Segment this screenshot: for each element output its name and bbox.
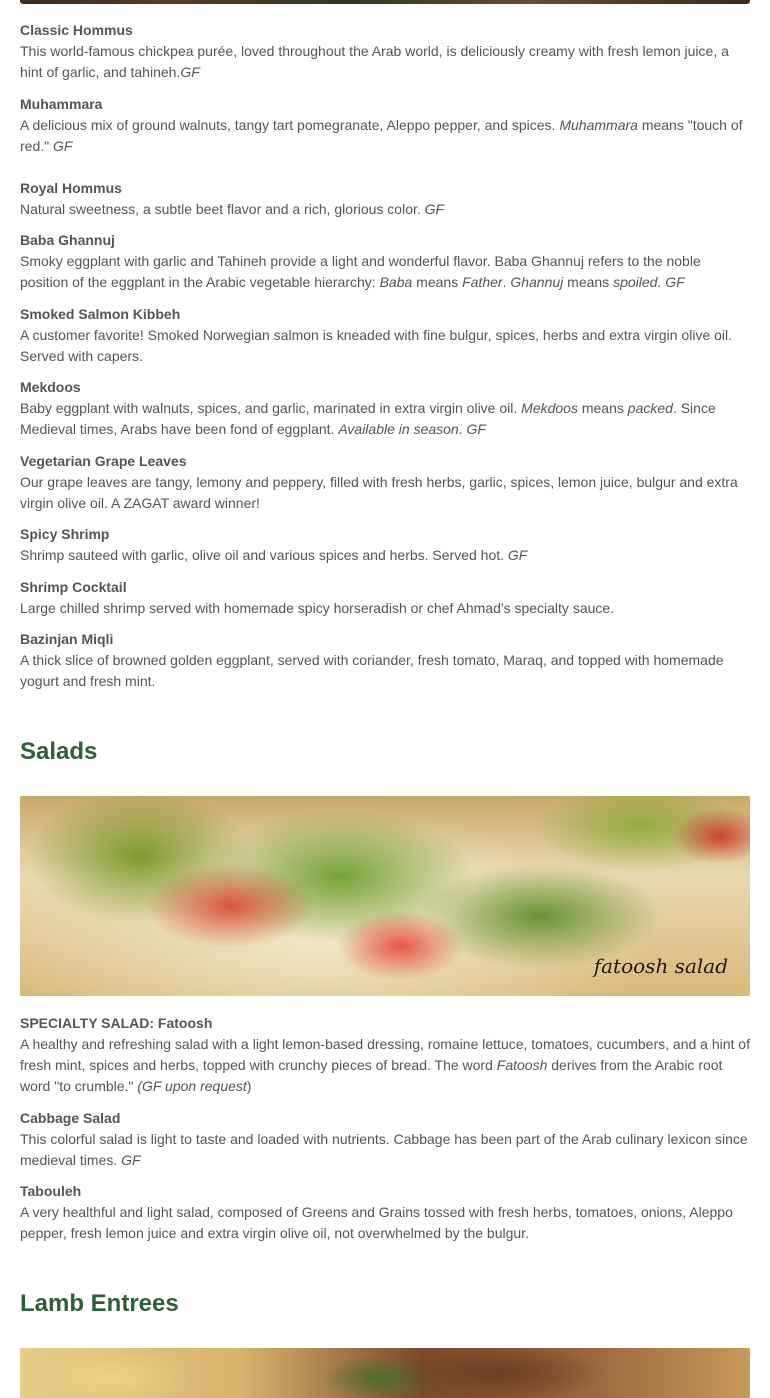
menu-item-cabbage-salad xyxy=(20,1108,750,1171)
description-text: Large chilled shrimp served with homemade spicy horseradish or chef Ahmad's specialty sauce. xyxy=(20,600,615,616)
menu-item-vegetarian-grape-leaves xyxy=(20,451,750,514)
menu-item-description xyxy=(20,325,750,367)
description-text: means xyxy=(412,274,463,290)
description-italic-text: GF xyxy=(180,64,200,80)
menu-item-title: Baba Ghannuj xyxy=(20,232,115,248)
menu-item-specialty-salad-fatoosh xyxy=(20,1013,750,1097)
menu-item-baba-ghannuj xyxy=(20,230,750,293)
menu-item-mekdoos xyxy=(20,377,750,440)
description-text: means "touch of red." xyxy=(20,117,743,154)
menu-item-classic-hommus xyxy=(20,20,750,83)
appetizers-photo xyxy=(20,0,750,4)
menu-item-title: Spicy Shrimp xyxy=(20,526,110,542)
description-text: A thick slice of browned golden eggplant, served with coriander, fresh tomato, Maraq, and topped with homemade yogurt and fresh mint. xyxy=(20,652,724,689)
menu-item-bazinjan-miqli xyxy=(20,629,750,692)
menu-item-tabouleh xyxy=(20,1181,750,1244)
description-italic-text: spoiled. GF xyxy=(613,274,685,290)
description-italic-text: Mekdoos xyxy=(521,400,578,416)
description-italic-text: Fatoosh xyxy=(496,1057,548,1073)
description-text: means xyxy=(577,400,628,416)
menu-page xyxy=(20,0,750,1317)
description-italic-text: Baba xyxy=(379,274,413,290)
menu-item-title: Cabbage Salad xyxy=(20,1110,121,1126)
menu-item-title: Bazinjan Miqli xyxy=(20,631,114,647)
description-italic-text: Father xyxy=(462,274,503,290)
description-text: This colorful salad is light to taste and loaded with nutrients. Cabbage has been part of the Arab culinary lexicon since medieval times. xyxy=(20,1131,748,1168)
menu-item-title: SPECIALTY SALAD: Fatoosh xyxy=(20,1015,213,1031)
menu-item-muhammara xyxy=(20,94,750,157)
description-text: A customer favorite! Smoked Norwegian salmon is kneaded with fine bulgur, spices, herbs and extra virgin olive oil. Served with capers. xyxy=(20,327,733,364)
description-text: A delicious mix of ground walnuts, tangy tart pomegranate, Aleppo pepper, and spices. xyxy=(20,117,560,133)
menu-item-royal-hommus xyxy=(20,178,750,220)
description-italic-text: Muhammara xyxy=(559,117,638,133)
menu-item-title: Royal Hommus xyxy=(20,180,122,196)
menu-item-title: Mekdoos xyxy=(20,379,81,395)
menu-item-title: Vegetarian Grape Leaves xyxy=(20,453,187,469)
menu-item-smoked-salmon-kibbeh xyxy=(20,304,750,367)
photo-caption: fatoosh salad xyxy=(593,954,728,978)
description-italic-text: GF xyxy=(52,138,73,154)
description-italic-text: GF xyxy=(507,547,528,563)
menu-item-description xyxy=(20,598,750,619)
description-text: means xyxy=(563,274,614,290)
description-text: Baby eggplant with walnuts, spices, and garlic, marinated in extra virgin olive oil. xyxy=(20,400,522,416)
menu-item-title: Smoked Salmon Kibbeh xyxy=(20,306,181,322)
description-italic-text: packed xyxy=(627,400,673,416)
description-text: derives from the Arabic root word "to crumble." xyxy=(20,1057,723,1094)
description-text: Our grape leaves are tangy, lemony and peppery, filled with fresh herbs, garlic, spices, lemon juice, bulgur and extra virgin olive oil. A ZAGAT award winner! xyxy=(20,474,738,511)
menu-item-description xyxy=(20,1129,750,1171)
description-text: A healthy and refreshing salad with a light lemon-based dressing, romaine lettuce, tomatoes, cucumbers, and a hint of fresh mint, spices and herbs, topped with crunchy pieces of bread. The word xyxy=(20,1036,750,1073)
menu-item-title: Tabouleh xyxy=(20,1183,82,1199)
menu-item-spicy-shrimp xyxy=(20,524,750,566)
lamb-entrees-photo xyxy=(20,1348,750,1398)
menu-item-description xyxy=(20,1202,750,1244)
menu-item-description xyxy=(20,472,750,514)
menu-item-description xyxy=(20,1034,750,1097)
salads-heading: Salads xyxy=(20,738,98,765)
description-text: This world-famous chickpea purée, loved throughout the Arab world, is deliciously creamy with fresh lemon juice, a hint of garlic, and tahineh. xyxy=(20,43,729,80)
lamb-entrees-heading: Lamb Entrees xyxy=(20,1290,179,1317)
description-italic-text: GF xyxy=(424,201,445,217)
menu-item-title: Shrimp Cocktail xyxy=(20,579,127,595)
description-text: A very healthful and light salad, composed of Greens and Grains tossed with fresh herbs, tomatoes, onions, Aleppo pepper, fresh lemon juice and extra virgin olive oil, not overwhelmed by the bulgur. xyxy=(20,1204,733,1241)
description-italic-text: Ghannuj xyxy=(510,274,564,290)
menu-item-shrimp-cocktail xyxy=(20,577,750,619)
fatoosh-salad-photo xyxy=(20,796,750,996)
menu-item-description xyxy=(20,650,750,692)
description-text: . Since Medieval times, Arabs have been fond of eggplant. xyxy=(20,400,716,437)
description-italic-text: (GF upon request xyxy=(137,1078,247,1094)
menu-item-title: Classic Hommus xyxy=(20,22,133,38)
menu-item-description xyxy=(20,398,750,440)
description-text: . xyxy=(502,274,511,290)
menu-item-description xyxy=(20,251,750,293)
menu-item-description xyxy=(20,545,750,566)
description-italic-text: Available in season. GF xyxy=(338,421,486,437)
description-text: Natural sweetness, a subtle beet flavor and a rich, glorious color. xyxy=(20,201,425,217)
menu-item-title: Muhammara xyxy=(20,96,103,112)
description-text: Shrimp sauteed with garlic, olive oil and various spices and herbs. Served hot. xyxy=(20,547,508,563)
description-italic-text: GF xyxy=(121,1152,141,1168)
description-text: Smoky eggplant with garlic and Tahineh provide a light and wonderful flavor. Baba Ghannuj refers to the noble position of the eggplant in the Arabic vegetable hierarchy: xyxy=(20,253,701,290)
menu-item-description xyxy=(20,41,750,83)
menu-item-description xyxy=(20,115,750,157)
description-text: ) xyxy=(246,1078,252,1094)
menu-item-description xyxy=(20,199,750,220)
